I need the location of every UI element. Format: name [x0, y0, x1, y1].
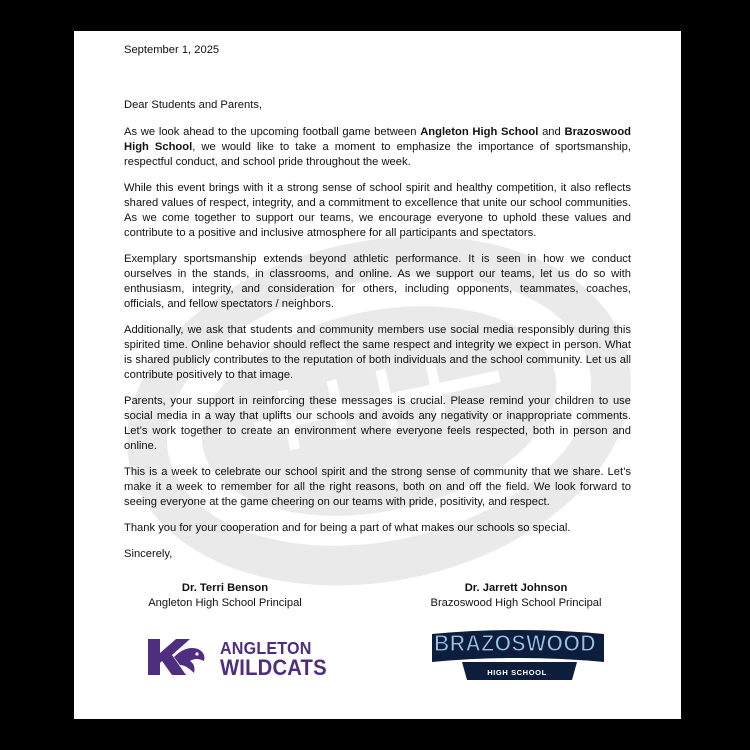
paragraph-thanks: Thank you for your cooperation and for being a part of what makes our schools so special.	[124, 522, 571, 534]
angleton-wordmark	[220, 639, 327, 679]
angleton-wordmark-line2: WILDCATS	[220, 655, 327, 680]
signature-right	[426, 581, 606, 611]
salutation: Dear Students and Parents,	[124, 99, 263, 111]
paragraph-intro-text-b: and	[538, 126, 565, 138]
paragraph-intro-text-a: As we look ahead to the upcoming football game between	[124, 126, 421, 138]
brazoswood-subtitle: HIGH SCHOOL	[487, 668, 547, 677]
closing: Sincerely,	[124, 548, 173, 560]
signature-title-johnson: Brazoswood High School Principal	[430, 597, 602, 609]
paragraph-celebrate: This is a week to celebrate our school spirit and the strong sense of community that we share. Let’s make it a week to remember for all the right reasons, both on and off the field. We look forward to seeing everyone at the game cheering on our teams with pride, positivity, and respect.	[124, 466, 631, 508]
angleton-wordmark-line1: ANGLETON	[220, 638, 312, 658]
paragraph-values: While this event brings with it a strong sense of school spirit and healthy competition, it also reflects shared values of respect, integrity, and a commitment to excellence that unite our school communities. As we come together to support our teams, we encourage everyone to uphold these values and contribute to a positive and inclusive atmosphere for all participants and spectators.	[124, 182, 631, 239]
angleton-wildcats-logo	[146, 635, 326, 679]
paragraph-sportsmanship: Exemplary sportsmanship extends beyond athletic performance. It is seen in how we conduct ourselves in the stands, in classrooms, and online. As we support our teams, let us do so with enthusiasm, integrity, and consideration for others, including opponents, teammates, coaches, officials, and fellow spectators / neighbors.	[124, 253, 631, 310]
brazoswood-logo	[432, 628, 607, 683]
signature-name-johnson: Dr. Jarrett Johnson	[464, 582, 568, 594]
school-name-brazoswood: Brazoswood High School	[124, 126, 632, 153]
paragraph-parents: Parents, your support in reinforcing these messages is crucial. Please remind your children to use social media in a way that uplifts our schools and avoids any negativity or inappropriate comments. Let’s work together to create an environment where everyone feels respected, both in person and online.	[124, 395, 631, 452]
paragraph-intro	[124, 125, 631, 170]
brazoswood-wordmark: BRAZOSWOOD	[434, 630, 597, 656]
signature-title-benson: Angleton High School Principal	[148, 597, 302, 609]
signature-left	[140, 581, 310, 611]
paragraph-social-media: Additionally, we ask that students and community members use social media responsibly during this spirited time. Online behavior should reflect the same respect and integrity we expect in person. What is shared publicly contributes to the reputation of both individuals and the school community. Let us all contribute positively to that image.	[124, 324, 631, 381]
letter-page	[74, 31, 681, 719]
letter-body	[124, 43, 631, 573]
paragraph-intro-text-c: , we would like to take a moment to emphasize the importance of sportsmanship, respectful conduct, and school pride throughout the week.	[124, 141, 631, 168]
school-name-angleton: Angleton High School	[420, 126, 539, 138]
signature-name-benson: Dr. Terri Benson	[181, 582, 269, 594]
letter-date: September 1, 2025	[124, 44, 220, 56]
wildcat-k-icon	[146, 635, 208, 679]
